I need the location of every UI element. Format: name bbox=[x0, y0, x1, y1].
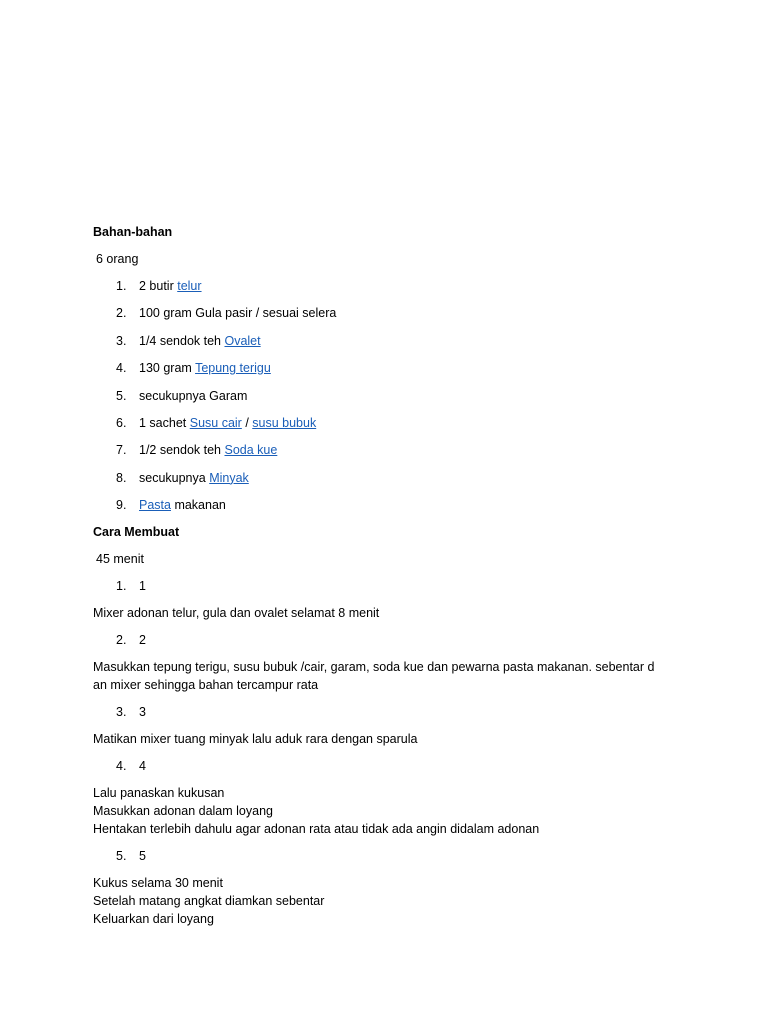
ingredient-text: 1 sachet bbox=[139, 415, 190, 430]
ingredient-text: 2 butir bbox=[139, 279, 178, 293]
list-number: 2. bbox=[116, 633, 127, 648]
ingredient-text: 130 gram bbox=[139, 361, 196, 376]
ingredient-text: 100 gram Gula pasir / sesuai selera bbox=[139, 306, 337, 321]
list-number: 7. bbox=[116, 443, 127, 458]
ingredient-link-minyak[interactable]: Minyak bbox=[209, 470, 249, 485]
ingredients-list bbox=[93, 277, 678, 514]
step-line: Masukkan adonan dalam loyang bbox=[93, 804, 273, 819]
step-line: Lalu panaskan kukusan bbox=[93, 786, 225, 801]
list-item bbox=[93, 304, 678, 322]
ingredient-text: secukupnya bbox=[139, 470, 210, 485]
step-description bbox=[93, 784, 678, 838]
step-label: 5 bbox=[139, 849, 146, 864]
list-item bbox=[93, 496, 678, 514]
ingredient-link-telur[interactable]: telur bbox=[177, 279, 202, 293]
list-item bbox=[93, 277, 678, 295]
method-heading: Cara Membuat bbox=[93, 525, 180, 540]
list-number: 2. bbox=[116, 306, 127, 321]
step-description bbox=[93, 604, 678, 622]
list-item bbox=[93, 414, 678, 432]
list-number: 1. bbox=[116, 579, 127, 594]
ingredient-link-tepung-terigu[interactable]: Tepung terigu bbox=[195, 361, 271, 376]
list-item bbox=[93, 359, 678, 377]
list-number: 8. bbox=[116, 470, 127, 485]
list-item bbox=[93, 469, 678, 487]
ingredient-separator: / bbox=[241, 415, 253, 430]
step-line: an mixer sehingga bahan tercampur rata bbox=[93, 678, 319, 693]
step-line: Setelah matang angkat diamkan sebentar bbox=[93, 894, 325, 909]
ingredient-text: 1/4 sendok teh bbox=[139, 333, 225, 348]
ingredient-link-ovalet[interactable]: Ovalet bbox=[224, 333, 261, 348]
step-label: 3 bbox=[139, 705, 146, 720]
step-line: Hentakan terlebih dahulu agar adonan rata atau tidak ada angin didalam adonan bbox=[93, 822, 540, 837]
list-item bbox=[93, 441, 678, 459]
ingredient-text: makanan bbox=[170, 498, 226, 513]
ingredient-link-susu-cair[interactable]: Susu cair bbox=[189, 415, 242, 430]
ingredient-text: secukupnya Garam bbox=[139, 388, 248, 403]
ingredients-heading: Bahan-bahan bbox=[93, 225, 173, 239]
list-number: 4. bbox=[116, 361, 127, 376]
list-number: 9. bbox=[116, 498, 127, 513]
step-list bbox=[93, 577, 678, 595]
step-description bbox=[93, 658, 678, 694]
list-number: 1. bbox=[116, 279, 127, 293]
step-label: 4 bbox=[139, 759, 146, 774]
list-item bbox=[93, 631, 678, 649]
step-label: 1 bbox=[139, 579, 146, 594]
list-item bbox=[93, 847, 678, 865]
step-label: 2 bbox=[139, 633, 146, 648]
list-number: 3. bbox=[116, 705, 127, 720]
ingredient-link-susu-bubuk[interactable]: susu bubuk bbox=[252, 415, 317, 430]
list-item bbox=[93, 757, 678, 775]
step-list bbox=[93, 757, 678, 775]
list-number: 5. bbox=[116, 849, 127, 864]
step-list bbox=[93, 703, 678, 721]
list-number: 3. bbox=[116, 333, 127, 348]
ingredient-link-pasta[interactable]: Pasta bbox=[139, 498, 171, 513]
step-line: Kukus selama 30 menit bbox=[93, 876, 223, 891]
list-number: 5. bbox=[116, 388, 127, 403]
list-number: 6. bbox=[116, 415, 127, 430]
duration-text: 45 menit bbox=[96, 552, 144, 567]
servings-text: 6 orang bbox=[96, 252, 139, 266]
list-item bbox=[93, 387, 678, 405]
list-item bbox=[93, 577, 678, 595]
step-line: Matikan mixer tuang minyak lalu aduk rara dengan sparula bbox=[93, 732, 418, 747]
step-description bbox=[93, 874, 678, 928]
step-list bbox=[93, 847, 678, 865]
recipe-document bbox=[93, 223, 678, 928]
list-number: 4. bbox=[116, 759, 127, 774]
ingredient-link-soda-kue[interactable]: Soda kue bbox=[224, 443, 278, 458]
step-line: Keluarkan dari loyang bbox=[93, 912, 214, 927]
list-item bbox=[93, 332, 678, 350]
step-description bbox=[93, 730, 678, 748]
step-line: Masukkan tepung terigu, susu bubuk /cair, garam, soda kue dan pewarna pasta makanan. sebentar d bbox=[93, 660, 655, 675]
step-list bbox=[93, 631, 678, 649]
ingredient-text: 1/2 sendok teh bbox=[139, 443, 225, 458]
list-item bbox=[93, 703, 678, 721]
step-line: Mixer adonan telur, gula dan ovalet selamat 8 menit bbox=[93, 606, 380, 621]
